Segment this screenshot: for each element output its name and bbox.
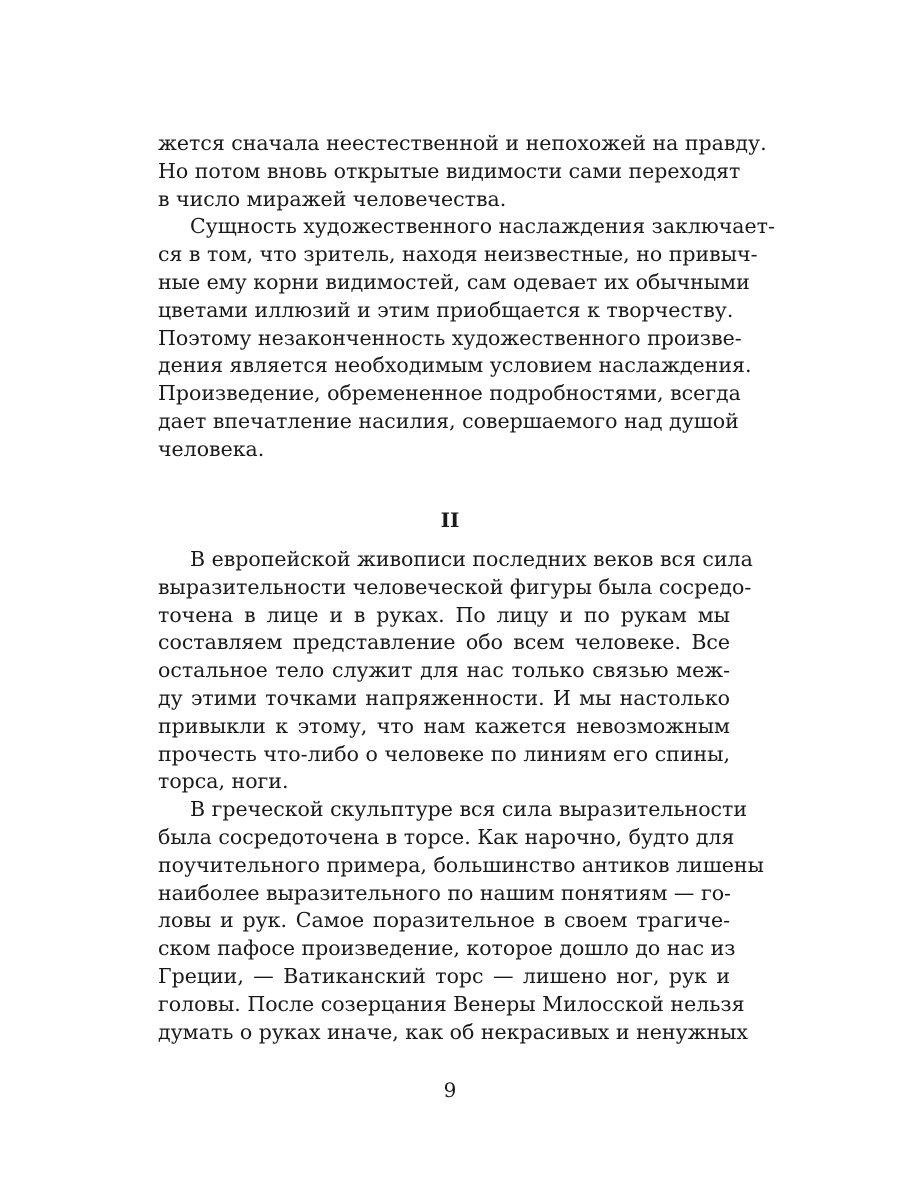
- text-line: ся в том, что зритель, находя неизвестные, но привыч-: [158, 242, 758, 267]
- paragraph: [158, 213, 775, 463]
- text-line: жется сначала неестественной и непохожей на правду.: [158, 131, 767, 155]
- text-line: ду этими точками напряженности. И мы настолько: [158, 685, 730, 710]
- paragraph: [158, 546, 753, 796]
- text-line: человека.: [158, 436, 265, 461]
- text-line: головы. После созерцания Венеры Милосской нельзя: [158, 991, 745, 1016]
- text-line: была сосредоточена в торсе. Как нарочно, будто для: [158, 824, 735, 849]
- section-heading: II: [440, 508, 460, 532]
- text-line: Поэтому незаконченность художественного произве-: [158, 325, 742, 350]
- text-line: ловы и рук. Самое поразительное в своем трагиче-: [158, 908, 730, 933]
- text-line: ные ему корни видимостей, сам одевает их обычными: [158, 269, 750, 294]
- text-line: точена в лице и в руках. По лицу и по рукам мы: [158, 602, 730, 627]
- text-line: привыкли к этому, что нам кажется невозможным: [158, 713, 730, 738]
- text-line: в число миражей человечества.: [158, 186, 507, 211]
- paragraph: [158, 796, 764, 1046]
- text-line: торса, ноги.: [158, 769, 289, 794]
- text-line: составляем представление обо всем человеке. Все: [158, 630, 730, 655]
- text-line: В европейской живописи последних веков вся сила: [190, 547, 753, 571]
- text-line: Но потом вновь открытые видимости сами переходят: [158, 158, 741, 183]
- text-block-bottom: [158, 546, 764, 1046]
- text-line: Произведение, обремененное подробностями, всегда: [158, 381, 741, 406]
- text-line: Сущность художественного наслаждения заключает-: [190, 214, 775, 239]
- text-line: Греции, — Ватиканский торс — лишено ног, рук и: [158, 963, 730, 988]
- text-line: остальное тело служит для нас только связью меж-: [158, 658, 730, 683]
- text-line: поучительного примера, большинство антиков лишены: [158, 852, 764, 877]
- paragraph: [158, 130, 767, 213]
- text-line: В греческой скульптуре вся сила выразительности: [190, 797, 748, 822]
- text-line: дает впечатление насилия, совершаемого над душой: [158, 408, 739, 433]
- text-line: ском пафосе произведение, которое дошло до нас из: [158, 936, 736, 961]
- text-line: дения является необходимым условием наслаждения.: [158, 353, 752, 378]
- page-number: 9: [443, 1078, 457, 1102]
- text-line: цветами иллюзий и этим приобщается к творчеству.: [158, 297, 734, 322]
- text-line: прочесть что-либо о человеке по линиям его спины,: [158, 741, 730, 766]
- text-line: думать о руках иначе, как об некрасивых и ненужных: [158, 1019, 748, 1044]
- text-line: выразительности человеческой фигуры была сосредо-: [158, 574, 752, 599]
- text-block-top: [158, 130, 775, 464]
- text-line: наиболее выразительного по нашим понятиям — го-: [158, 880, 731, 905]
